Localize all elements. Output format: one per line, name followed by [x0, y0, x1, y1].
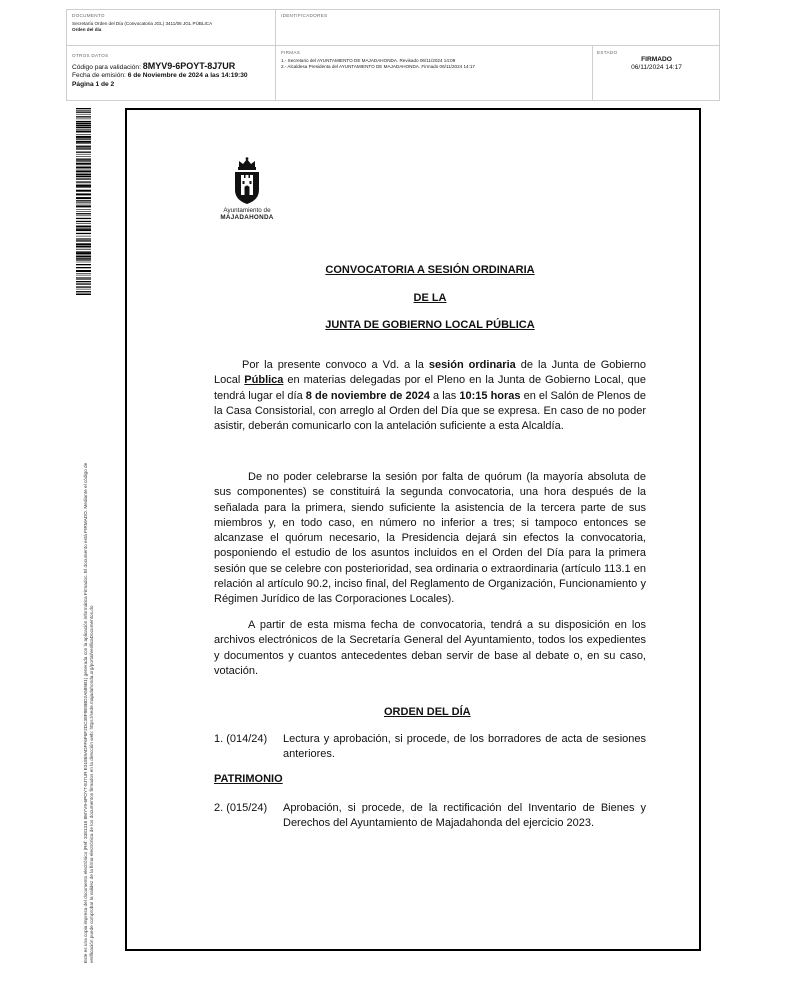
barcode-bar — [76, 121, 91, 122]
p1-bold-session: sesión ordinaria — [428, 359, 516, 371]
estado-cell — [593, 46, 720, 101]
firma-item: 2.- Alcaldesa Presidenta del AYUNTAMIENTO DE MAJADAHONDA. Firmado 06/11/2024 14:17 — [281, 64, 475, 69]
barcode-bar — [76, 283, 91, 284]
barcode-bar — [76, 123, 91, 124]
municipality-logo — [216, 157, 278, 233]
title-line1: CONVOCATORIA A SESIÓN ORDINARIA — [325, 264, 535, 276]
emission-date-line — [72, 72, 275, 80]
verification-line2: verificación puede comprobar la validez de la firma electrónica de los documentos firmados en la dirección web: https://sede.majadahonda.org/portal/verificaDocumentos.do — [89, 605, 95, 963]
barcode-bar — [76, 223, 91, 224]
barcode-bar — [76, 229, 91, 231]
barcode-bar — [76, 112, 91, 113]
barcode-bar — [76, 129, 91, 130]
p1-text: Por la presente convoco a Vd. a la — [242, 359, 429, 371]
page-indicator: Página 1 de 2 — [72, 80, 115, 88]
barcode-bar — [76, 213, 91, 214]
barcode-bar — [76, 258, 91, 259]
barcode-bar — [76, 279, 91, 280]
barcode-bar — [76, 178, 91, 179]
barcode-bar — [76, 184, 91, 185]
barcode-bar — [76, 275, 91, 276]
barcode-bar — [76, 170, 91, 172]
p1-bold-time: 10:15 horas — [459, 389, 521, 402]
barcode-bar — [76, 160, 91, 161]
barcode-bar — [76, 193, 91, 195]
barcode-bar — [76, 187, 91, 188]
barcode-bar — [76, 185, 91, 187]
agenda-title: ORDEN DEL DÍA — [384, 706, 471, 718]
p1-text: en el Salón de Plenos de la Casa Consistorial, con arreglo al Orden del Día que se expresa. En caso de no poder asistir, deberán comunicarlo con la antelación suficiente a esta Alcaldía. — [214, 389, 646, 433]
agenda-item-text: Lectura y aprobación, si procede, de los borradores de acta de sesiones anteriores. — [283, 733, 646, 761]
verification-side-text — [83, 303, 96, 963]
signature-status: FIRMADO — [641, 56, 672, 63]
logo-text-line1: Ayuntamiento de — [223, 207, 271, 214]
validation-label: Código para validación: — [72, 64, 141, 71]
p1-text: en materias delegadas por el Pleno en la Junta de Gobierno Local, que tendrá lugar el día — [214, 374, 646, 402]
p1-text: de la Junta de Gobierno Local — [214, 359, 646, 387]
barcode-bar — [76, 262, 91, 263]
barcode-bar — [76, 289, 91, 290]
barcode-bar — [76, 278, 91, 279]
crest-icon — [230, 157, 264, 205]
firmas-label: FIRMAS — [281, 50, 301, 55]
documento-line1: Secretaría Orden del Día (Convocatoria JGL) 3411/06 JGL PÚBLICA — [72, 21, 213, 26]
barcode-bar — [76, 114, 91, 115]
title-line3: JUNTA DE GOBIERNO LOCAL PÚBLICA — [325, 319, 535, 331]
otros-datos-label: OTROS DATOS — [72, 53, 109, 58]
barcode-bar — [76, 248, 91, 249]
barcode-bar — [76, 163, 91, 165]
barcode-bar — [76, 228, 91, 229]
barcode-bar — [76, 197, 91, 199]
barcode-bar — [76, 146, 91, 147]
barcode-bar — [76, 270, 91, 272]
barcode-bar — [76, 202, 91, 203]
barcode-bar — [76, 243, 91, 245]
barcode-bar — [76, 156, 91, 157]
barcode-bar — [76, 174, 91, 176]
barcode-bar — [76, 216, 91, 217]
barcode-bar — [76, 149, 91, 150]
barcode-bar — [76, 200, 91, 201]
barcode-bar — [76, 281, 91, 282]
title-line2: DE LA — [413, 292, 447, 304]
document-metadata-table — [66, 9, 720, 101]
barcode-bar — [76, 143, 91, 144]
barcode-bar — [76, 267, 91, 268]
firma-item: 1.- Secretario del AYUNTAMIENTO DE MAJADAHONDA. Revisado 06/11/2024 14:09 — [281, 58, 456, 63]
barcode-bar — [76, 251, 91, 252]
validation-code-line — [72, 62, 275, 72]
barcode-bar — [76, 134, 91, 135]
barcode-bar — [76, 221, 91, 222]
barcode-bar — [76, 181, 91, 182]
barcode-bar — [76, 110, 91, 111]
agenda-item-text: Aprobación, si procede, de la rectificación del Inventario de Bienes y Derechos del Ayuntamiento de Majadahonda del ejercicio 2023. — [283, 802, 646, 830]
validation-code[interactable]: 8MYV9-6POYT-8J7UR — [142, 61, 236, 71]
barcode-bar — [76, 238, 91, 239]
barcode-bar — [76, 116, 91, 117]
barcode-bar — [76, 141, 91, 143]
barcode-bar — [76, 246, 91, 247]
barcode-bar — [76, 131, 91, 133]
identificadores-label: IDENTIFICADORES — [281, 13, 328, 18]
barcode-bar — [76, 209, 91, 210]
agenda-item-number: 2. (015/24) — [214, 802, 268, 814]
barcode-bar — [76, 152, 91, 153]
barcode-bar — [76, 239, 91, 240]
barcode-bar — [76, 277, 91, 278]
p1-bold-publica: Pública — [244, 374, 284, 387]
barcode-bar — [76, 205, 91, 207]
documento-label: DOCUMENTO — [72, 13, 105, 18]
barcode-bar — [76, 138, 91, 139]
barcode-bar — [76, 240, 91, 241]
barcode-bar — [76, 154, 91, 155]
emission-date: 6 de Noviembre de 2024 a las 14:19:30 — [127, 72, 248, 80]
barcode-bar — [76, 147, 91, 148]
section-patrimonio: PATRIMONIO — [214, 773, 283, 785]
emission-label: Fecha de emisión: — [72, 72, 126, 80]
barcode-bar — [76, 176, 91, 177]
barcode-bar — [76, 255, 91, 256]
p1-bold-date: 8 de noviembre de 2024 — [305, 389, 430, 402]
documents-paragraph: A partir de esta misma fecha de convocatoria, tendrá a su disposición en los archivos electrónicos de la Secretaría General del Ayuntamiento, todos los expedientes y documentos y cuantos antecedentes deban servir de base al debate o, en su caso, votación. — [214, 619, 646, 677]
barcode-bar — [76, 252, 91, 254]
barcode-bar — [76, 259, 91, 260]
signature-date: 06/11/2024 14:17 — [631, 64, 682, 71]
barcode-bar — [76, 211, 91, 212]
barcode-bar — [76, 125, 91, 127]
firmas-cell — [276, 46, 593, 101]
barcode — [76, 108, 91, 295]
quorum-paragraph: De no poder celebrarse la sesión por falta de quórum (la mayoría absoluta de sus componentes) se constituirá la segunda convocatoria, una hora después de la señalada para la primera, siendo suficiente la asistencia de la tercera parte de sus miembros y, en todo caso, en número no inferior a tres; si tampoco entonces se alcanzase el quórum necesario, la Presidencia dejará sin efectos la convocatoria, posponiendo el estudio de los asuntos incluidos en el Orden del Día para la primera sesión que se celebre con posterioridad, sea ordinaria o extraordinaria (artículo 113.1 en relación al artículo 90.2, inciso final, del Reglamento de Organización, Funcionamiento y Régimen Jurídico de las Corporaciones Locales). — [214, 471, 646, 606]
barcode-bar — [76, 169, 91, 170]
p1-text: a las — [429, 389, 460, 402]
barcode-bar — [76, 136, 91, 138]
barcode-bar — [76, 159, 91, 160]
estado-label: ESTADO — [597, 50, 618, 55]
identificadores-cell — [276, 10, 720, 46]
barcode-bar — [76, 294, 91, 296]
barcode-bar — [76, 218, 91, 219]
barcode-bar — [76, 273, 91, 274]
barcode-bar — [76, 167, 91, 168]
barcode-bar — [76, 264, 91, 265]
barcode-bar — [76, 127, 91, 128]
barcode-bar — [76, 108, 91, 109]
agenda-item-number: 1. (014/24) — [214, 733, 268, 745]
documento-line2: Orden del día — [72, 27, 102, 32]
barcode-bar — [76, 204, 91, 205]
barcode-bar — [76, 233, 91, 234]
barcode-bar — [76, 256, 91, 257]
barcode-bar — [76, 226, 91, 228]
barcode-bar — [76, 286, 91, 287]
barcode-bar — [76, 119, 91, 120]
convocation-paragraph — [214, 358, 646, 434]
otros-datos-cell — [67, 46, 276, 101]
logo-text-line2: MAJADAHONDA — [220, 214, 274, 221]
verification-line1: Este es una copia impresa del documento electrónico (Ref: 3381315 8MYV9-6POYT-8J7UR E31869ADFF6F6F2DC38F8E8BD2A585B1) generada con la aplicación informática Firmadoc. El documento está FIRMADO. Mediante el código de — [83, 462, 88, 963]
barcode-bar — [76, 190, 91, 192]
barcode-bar — [76, 236, 91, 237]
barcode-bar — [76, 249, 91, 250]
documento-cell — [67, 10, 276, 46]
barcode-bar — [76, 291, 91, 292]
barcode-bar — [76, 166, 91, 167]
